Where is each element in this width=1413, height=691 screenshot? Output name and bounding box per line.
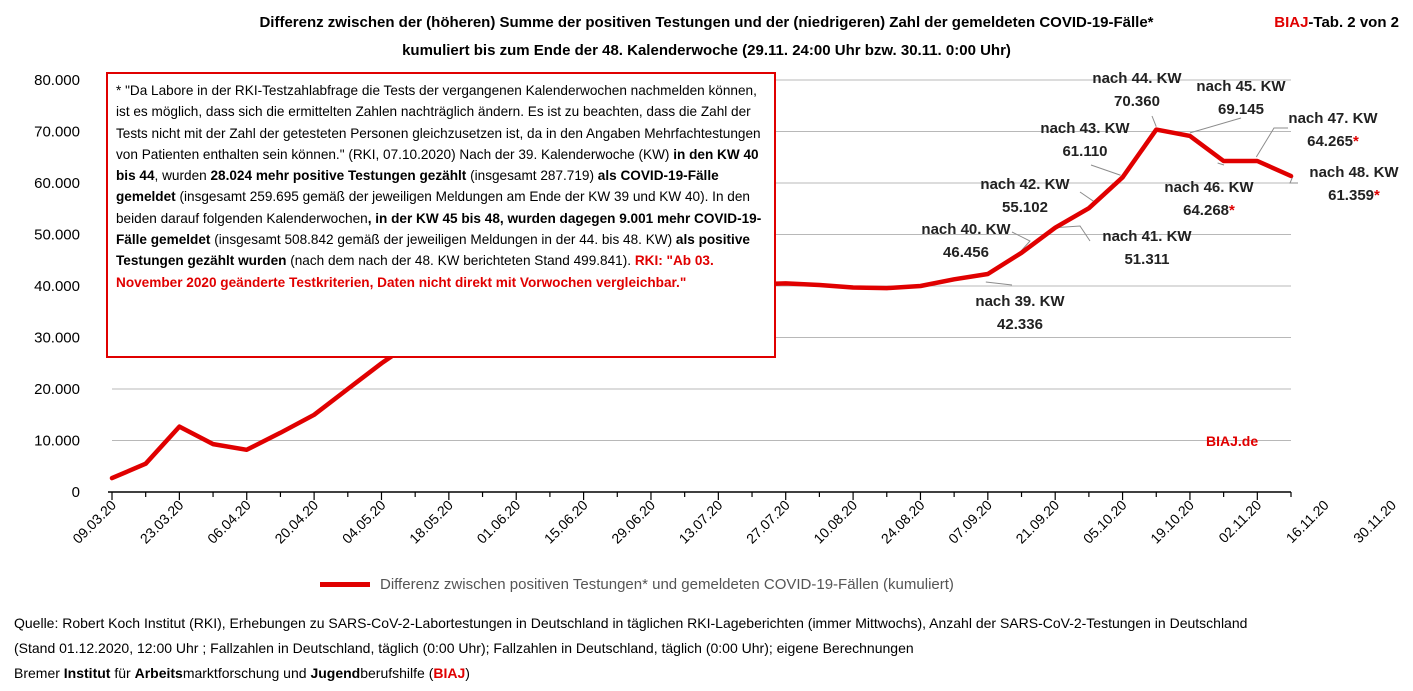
- source-line-3: [14, 665, 470, 681]
- x-tick-label: 01.06.20: [473, 496, 524, 547]
- annotation-value-number: 55.102: [1002, 199, 1048, 216]
- x-tick-label: 16.11.20: [1282, 496, 1332, 546]
- annotation-value-number: 61.359: [1328, 187, 1375, 204]
- annotation-label: nach 48. KW: [1309, 164, 1399, 181]
- note-bold-4: , in der KW 45 bis 48, wurden dagegen 9.001 mehr COVID-19-Fälle gemeldet: [116, 210, 762, 248]
- leader-line: [1218, 163, 1224, 165]
- note-bold-2: 28.024 mehr positive Testungen gezählt: [210, 168, 467, 184]
- x-tick-label: 20.04.20: [271, 496, 322, 547]
- annotation-value: [997, 316, 1043, 333]
- note-red-text: RKI: "Ab 03. November 2020 geänderte Testkriterien, Daten nicht direkt mit Vorwochen vergleichbar.": [116, 253, 714, 290]
- note-text-4: (insgesamt 259.695 gemäß der jeweiligen Meldungen am Ende der KW 39 und KW 40). In den beiden darauf folgenden Kalenderwochen: [116, 189, 750, 226]
- x-tick-label: 24.08.20: [877, 496, 928, 547]
- source-part: ): [465, 665, 470, 681]
- y-tick-label: 80.000: [34, 72, 80, 89]
- annotation-label: nach 43. KW: [1040, 120, 1130, 137]
- legend: [320, 576, 954, 593]
- tab-rest: -Tab. 2 von 2: [1308, 14, 1399, 31]
- annotation-value: [1062, 143, 1107, 160]
- data-annotations: [921, 70, 1399, 333]
- annotation-value: [1328, 187, 1380, 204]
- y-tick-label: 60.000: [34, 175, 80, 192]
- source-part: Institut: [63, 665, 111, 681]
- x-tick-label: 07.09.20: [945, 496, 995, 547]
- leader-line: [1190, 118, 1241, 133]
- annotation-value-number: 42.336: [997, 316, 1043, 333]
- annotation-label: nach 46. KW: [1164, 179, 1254, 196]
- x-tick-label: 23.03.20: [136, 496, 187, 547]
- x-tick-label: 13.07.20: [675, 496, 726, 547]
- leader-line: [1054, 226, 1090, 241]
- source-part: Jugend: [310, 665, 361, 681]
- annotation-label: nach 39. KW: [975, 293, 1065, 310]
- x-tick-label: 06.04.20: [204, 496, 254, 547]
- source-line-2: (Stand 01.12.2020, 12:00 Uhr ; Fallzahlen in Deutschland, täglich (0:00 Uhr); Fallzahlen in Deutschland, täglich (0:00 Uhr); eigene Berechnungen: [14, 640, 914, 656]
- x-tick-label: 27.07.20: [742, 496, 793, 547]
- annotation-value-number: 64.265: [1307, 133, 1354, 150]
- y-tick-label: 70.000: [34, 123, 80, 141]
- annotation-value: [1002, 199, 1048, 216]
- annotation-value-number: 69.145: [1218, 101, 1264, 118]
- annotation-label: nach 47. KW: [1288, 110, 1378, 127]
- annotation-label: nach 42. KW: [980, 176, 1070, 193]
- y-tick-label: 50.000: [34, 226, 80, 244]
- x-tick-label: 21.09.20: [1012, 496, 1063, 547]
- leader-line: [1152, 116, 1156, 127]
- annotation-star: *: [1353, 133, 1359, 150]
- source-line-1: Quelle: Robert Koch Institut (RKI), Erhebungen zu SARS-CoV-2-Labortestungen in Deutschland in täglichen RKI-Lageberichten (immer Mittwochs), Anzahl der SARS-CoV-2-Testungen in Deutschland: [14, 615, 1248, 631]
- source-part: berufshilfe (: [360, 665, 434, 681]
- annotation-label: nach 45. KW: [1196, 78, 1286, 95]
- annotation-label: nach 40. KW: [921, 221, 1011, 238]
- note-bold-3: als COVID-19-Fälle gemeldet: [116, 168, 719, 205]
- watermark: BIAJ.de: [1206, 433, 1259, 449]
- x-tick-label: 02.11.20: [1215, 496, 1265, 546]
- annotation-label: nach 44. KW: [1092, 70, 1182, 87]
- x-axis-ticks: [69, 497, 1399, 547]
- y-axis-ticks: [34, 72, 80, 501]
- leader-line: [1091, 165, 1121, 175]
- annotation-value: [1114, 93, 1160, 110]
- note-text-2: , wurden: [154, 168, 211, 184]
- legend-swatch: [320, 582, 370, 587]
- source-brand: BIAJ: [433, 665, 466, 681]
- note-text-6: (nach dem nach der 48. KW berichteten Stand 499.841).: [286, 253, 635, 269]
- x-tick-label: 19.10.20: [1147, 496, 1198, 547]
- y-tick-label: 0: [71, 484, 80, 501]
- note-text-5: (insgesamt 508.842 gemäß der jeweiligen Meldungen in der 44. bis 48. KW): [210, 232, 676, 248]
- x-tick-label: 09.03.20: [69, 496, 120, 547]
- leader-line: [986, 282, 1012, 285]
- legend-label: Differenz zwischen positiven Testungen* und gemeldeten COVID-19-Fällen (kumuliert): [380, 576, 954, 593]
- x-axis: [108, 492, 1291, 500]
- x-tick-label: 29.06.20: [608, 496, 659, 547]
- y-tick-label: 10.000: [34, 432, 80, 450]
- annotation-value: [1183, 202, 1235, 219]
- y-tick-label: 30.000: [34, 329, 80, 347]
- annotation-star: *: [1229, 202, 1235, 219]
- source-part: für: [110, 665, 135, 681]
- footnote-box: [106, 72, 776, 358]
- source-part: marktforschung und: [182, 665, 311, 681]
- x-tick-label: 18.05.20: [406, 496, 456, 547]
- annotation-value-number: 61.110: [1062, 143, 1108, 160]
- annotation-value: [1218, 101, 1264, 118]
- source-part: Arbeits: [134, 665, 183, 681]
- x-tick-label: 04.05.20: [338, 496, 389, 547]
- annotation-value-number: 64.268: [1183, 202, 1230, 219]
- note-text-3: (insgesamt 287.719): [466, 168, 598, 184]
- annotation-value-number: 70.360: [1114, 93, 1160, 110]
- note-bold-5: als positive Testungen gezählt wurden: [116, 232, 750, 269]
- source-part: Bremer: [14, 665, 64, 681]
- note-bold-1: in den KW 40 bis 44: [116, 146, 759, 184]
- annotation-label: nach 41. KW: [1102, 228, 1192, 245]
- y-tick-label: 20.000: [34, 381, 80, 398]
- x-tick-label: 30.11.20: [1350, 496, 1400, 546]
- annotation-value: [1307, 133, 1359, 150]
- annotation-value: [1124, 251, 1169, 268]
- annotation-value: [943, 244, 989, 261]
- annotation-value-number: 46.456: [943, 244, 989, 261]
- note-text-1: * "Da Labore in der RKI-Testzahlabfrage die Tests der vergangenen Kalenderwochen nachmelden können, ist es möglich, dass sich die ermittelten Zahlen nachträglich ändern. Es ist zu beachten, dass die Zahl der Tests nicht mit der Zahl der getesteten Personen gleichzusetzen ist, da in den Angaben Mehrfachtestungen von Patienten enthalten sein können." (RKI, 07.10.2020) Nach der 39. Kalenderwoche (KW): [116, 83, 761, 162]
- chart-title-line1: Differenz zwischen der (höheren) Summe der positiven Testungen und der (niedrigeren) Zahl der gemeldeten COVID-19-Fälle*: [259, 14, 1154, 31]
- x-tick-label: 10.08.20: [810, 496, 861, 547]
- x-tick-label: 05.10.20: [1079, 496, 1130, 547]
- chart-title-line2: kumuliert bis zum Ende der 48. Kalenderwoche (29.11. 24:00 Uhr bzw. 30.11. 0:00 Uhr): [402, 42, 1011, 59]
- annotation-star: *: [1374, 187, 1380, 204]
- leader-line: [1256, 128, 1288, 157]
- x-tick-label: 15.06.20: [540, 496, 591, 547]
- tab-brand: BIAJ: [1274, 14, 1309, 31]
- annotation-value-number: 51.311: [1124, 251, 1170, 268]
- y-tick-label: 40.000: [34, 278, 80, 295]
